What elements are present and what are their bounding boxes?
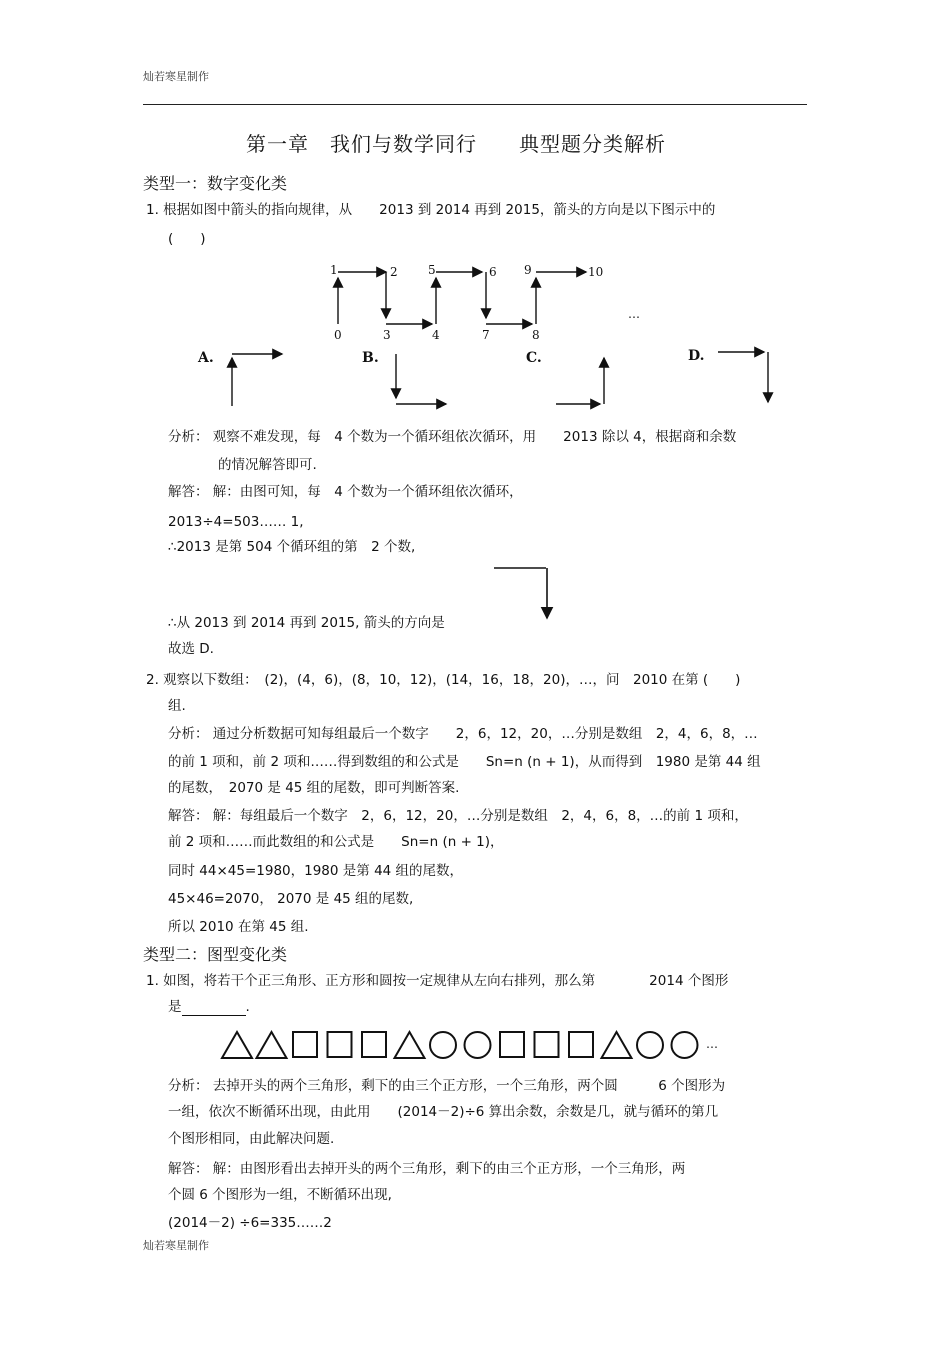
q1-answer-line4: ∴从 2013 到 2014 再到 2015, 箭头的方向是	[168, 615, 445, 631]
section-heading-2: 类型二：图型变化类	[143, 945, 288, 964]
fig-bottom-label: 3	[383, 328, 391, 342]
q1-analysis-line2: 的情况解答即可.	[218, 457, 317, 473]
q2-answer-line5: 所以 2010 在第 45 组.	[168, 919, 309, 935]
q1-answer-line1: 解答： 解：由图可知，每 4 个数为一个循环组依次循环，	[168, 484, 523, 500]
circle-shape	[637, 1032, 663, 1058]
square-shape	[535, 1032, 559, 1057]
s2-analysis-line1: 分析： 去掉开头的两个三角形，剩下的由三个正方形，一个三角形，两个圆 6 个图形为	[168, 1078, 726, 1094]
circle-shape	[672, 1032, 698, 1058]
circle-shape	[465, 1032, 491, 1058]
s2-answer-line1: 解答： 解：由图形看出去掉开头的两个三角形，剩下的由三个正方形，一个三角形，两	[168, 1161, 686, 1177]
q2-line1: 2. 观察以下数组： (2)，(4，6)，(8，10，12)，(14，16，18，20)，…，问 2010 在第 ( )	[146, 672, 741, 688]
q2-answer-line2: 前 2 项和……而此数组的和公式是 Sn=n (n + 1)，	[168, 834, 504, 850]
fig-top-label: 6	[489, 265, 497, 279]
square-shape	[500, 1032, 524, 1057]
option-b-label: B.	[362, 350, 379, 366]
fig-bottom-label: 8	[532, 328, 540, 342]
square-shape	[569, 1032, 593, 1057]
answer-arrow-figure	[490, 562, 560, 626]
q2-answer-line1: 解答： 解：每组最后一个数字 2，6，12，20，…分别是数组 2，4，6，8，…的前 1 项和，	[168, 808, 748, 824]
q2-analysis-line2: 的前 1 项和，前 2 项和……得到数组的和公式是 Sn=n (n + 1)，从而得到 1980 是第 44 组	[168, 754, 761, 770]
q1-line2: ( )	[168, 231, 206, 247]
page-title: 第一章 我们与数学同行 典型题分类解析	[246, 132, 666, 156]
s2-q1-line2-prefix: 是	[168, 999, 182, 1015]
q1-answer-line3: ∴2013 是第 504 个循环组的第 2 个数,	[168, 539, 416, 555]
shapes-ellipsis: …	[706, 1037, 718, 1051]
s2-answer-line3: (2014－2) ÷6=335……2	[168, 1215, 332, 1231]
q1-line1: 1. 根据如图中箭头的指向规律，从 2013 到 2014 再到 2015，箭头的方向是以下图示中的	[146, 202, 716, 218]
arrow-pattern-figure	[190, 258, 790, 418]
fig-top-label: 1	[330, 263, 338, 277]
answer-blank[interactable]	[182, 1001, 246, 1016]
fig-top-label: 5	[428, 263, 436, 277]
s2-q1-line1: 1. 如图，将若干个正三角形、正方形和圆按一定规律从左向右排列，那么第 2014 个图形	[146, 973, 729, 989]
s2-analysis-line2: 一组，依次不断循环出现，由此用 (2014－2)÷6 算出余数，余数是几，就与循环的第几	[168, 1104, 719, 1120]
fig-ellipsis: …	[628, 307, 640, 321]
triangle-shape	[222, 1032, 252, 1058]
square-shape	[362, 1032, 386, 1057]
q1-answer-line2: 2013÷4=503…… 1,	[168, 514, 304, 530]
fig-bottom-label: 7	[482, 328, 490, 342]
square-shape	[328, 1032, 352, 1057]
triangle-shape	[395, 1032, 425, 1058]
section-heading-1: 类型一：数字变化类	[143, 174, 288, 193]
q1-analysis-line1: 分析： 观察不难发现，每 4 个数为一个循环组依次循环，用 2013 除以 4，根据商和余数	[168, 429, 737, 445]
q2-analysis-line3: 的尾数， 2070 是 45 组的尾数，即可判断答案.	[168, 780, 460, 796]
fig-top-label: 9	[524, 263, 532, 277]
s2-analysis-line3: 个图形相同，由此解决问题.	[168, 1131, 335, 1147]
option-a-label: A.	[198, 350, 214, 366]
header-brand: 灿若寒星制作	[143, 70, 209, 83]
option-d-label: D.	[688, 348, 705, 364]
fig-bottom-label: 4	[432, 328, 440, 342]
s2-answer-line2: 个圆 6 个图形为一组，不断循环出现,	[168, 1187, 392, 1203]
footer-brand: 灿若寒星制作	[143, 1239, 209, 1252]
fig-bottom-label: 0	[334, 328, 342, 342]
q2-line2: 组.	[168, 698, 186, 714]
triangle-shape	[257, 1032, 287, 1058]
q2-analysis-line1: 分析： 通过分析数据可知每组最后一个数字 2，6，12，20，…分别是数组 2，4，6，8，…	[168, 726, 758, 742]
fig-top-label: 10	[588, 265, 604, 279]
circle-shape	[430, 1032, 456, 1058]
q1-answer-line5: 故选 D.	[168, 641, 214, 657]
header-rule	[143, 104, 807, 105]
square-shape	[293, 1032, 317, 1057]
option-c-label: C.	[526, 350, 542, 366]
fig-top-label: 2	[390, 265, 398, 279]
q2-answer-line4: 45×46=2070， 2070 是 45 组的尾数,	[168, 891, 414, 907]
s2-q1-line2	[168, 998, 250, 1016]
triangle-shape	[602, 1032, 632, 1058]
shape-sequence-figure	[218, 1028, 728, 1062]
q2-answer-line3: 同时 44×45=1980，1980 是第 44 组的尾数，	[168, 863, 464, 879]
s2-q1-line2-suffix: .	[245, 999, 250, 1015]
